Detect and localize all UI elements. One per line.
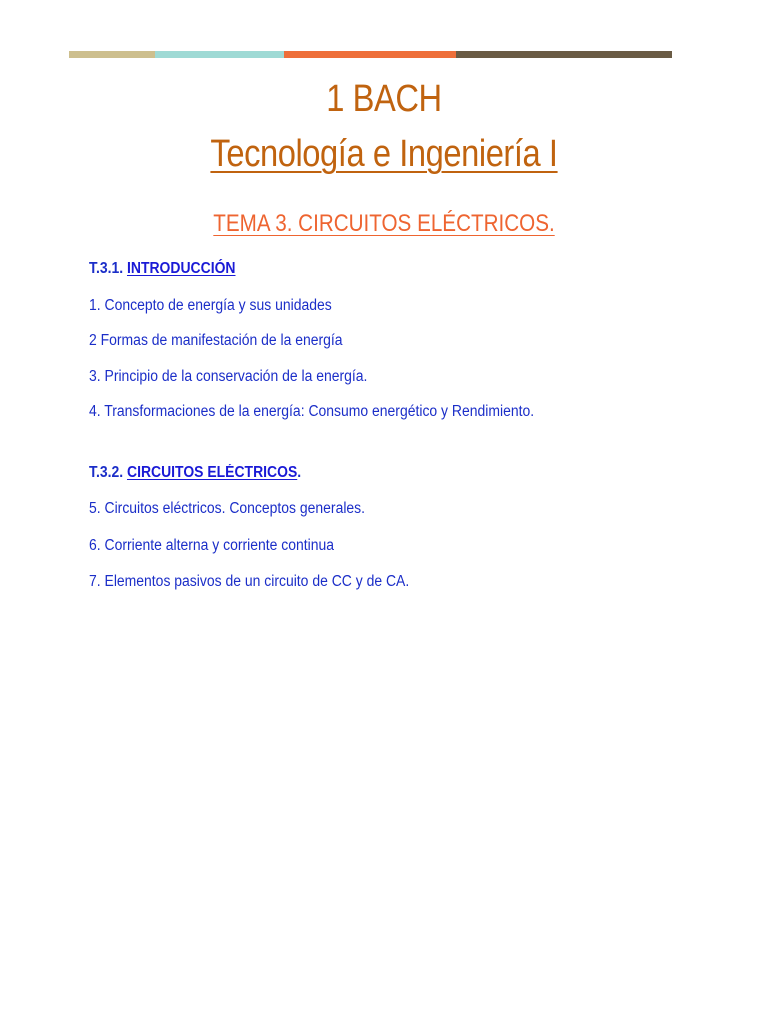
- color-bar-segment: [155, 51, 284, 58]
- list-item: 5. Circuitos eléctricos. Conceptos generales.: [89, 500, 366, 517]
- section-code: T.3.1.: [89, 260, 127, 277]
- subject-title: [54, 128, 714, 180]
- list-item: 1. Concepto de energía y sus unidades: [89, 297, 332, 314]
- section-link-circuitos[interactable]: CIRCUITOS ELÉCTRICOS: [126, 464, 298, 481]
- section-suffix: .: [297, 464, 302, 481]
- course-title: 1 BACH: [326, 78, 442, 120]
- color-bar-segment: [284, 51, 456, 58]
- section-heading-introduccion: [89, 258, 236, 280]
- color-bar-segment: [69, 51, 155, 58]
- list-item: 6. Corriente alterna y corriente continua: [89, 537, 335, 554]
- list-item: 7. Elementos pasivos de un circuito de CC y de CA.: [89, 573, 410, 590]
- color-bar-segment: [456, 51, 672, 58]
- section-link-introduccion[interactable]: INTRODUCCIÓN: [126, 260, 236, 277]
- unit-title-text: TEMA 3. CIRCUITOS ELÉCTRICOS.: [213, 210, 555, 237]
- decorative-color-bar: [69, 51, 672, 58]
- unit-title: [54, 206, 714, 242]
- list-item: 4. Transformaciones de la energía: Consumo energético y Rendimiento.: [89, 403, 535, 420]
- section-code: T.3.2.: [89, 464, 127, 481]
- section-heading-circuitos: [89, 462, 301, 484]
- subject-title-text: Tecnología e Ingeniería I: [210, 133, 558, 175]
- list-item: 2 Formas de manifestación de la energía: [89, 332, 343, 349]
- list-item: 3. Principio de la conservación de la energía.: [89, 368, 368, 385]
